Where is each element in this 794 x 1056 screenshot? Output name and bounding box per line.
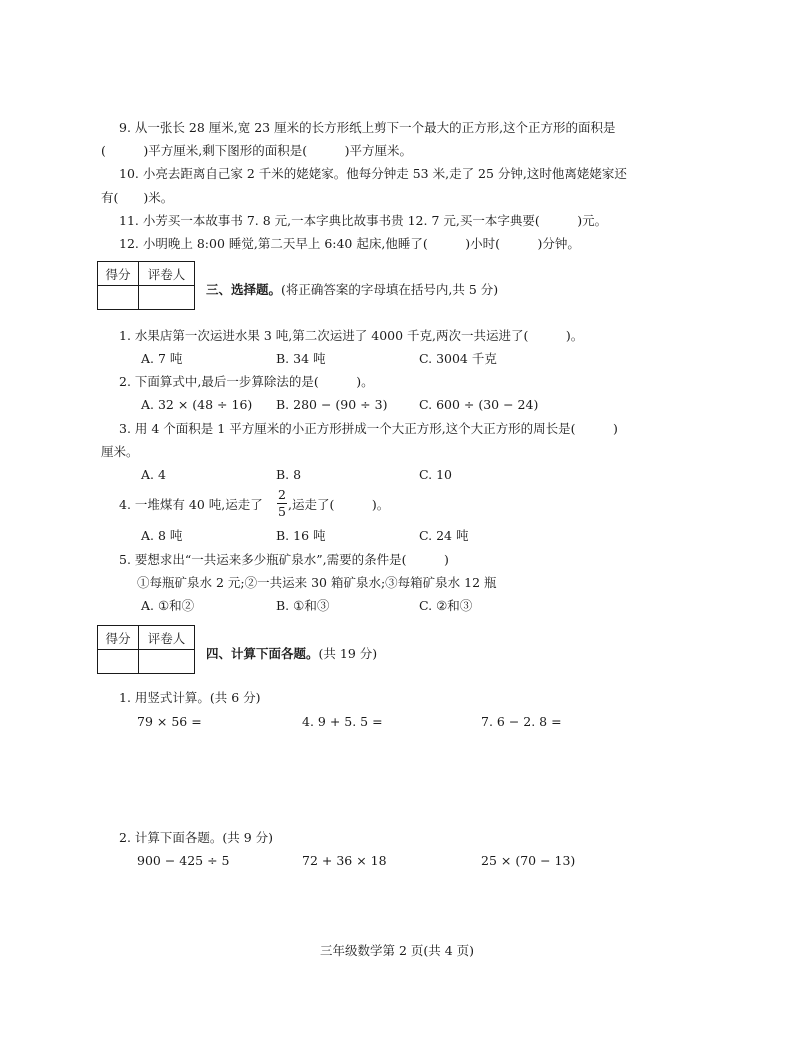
choice-q1-stem: 1. 水果店第一次运进水果 3 吨,第二次运进了 4000 千克,两次一共运进了( )。 [119, 328, 584, 343]
section3-title: 三、选择题。 [206, 282, 282, 297]
choice-q3-option-a: A. 4 [141, 467, 166, 482]
choice-q3-stem2: 厘米。 [101, 444, 139, 459]
choice-q4-option-b: B. 16 吨 [276, 528, 326, 543]
choice-q5-conditions: ①每瓶矿泉水 2 元;②一共运来 30 箱矿泉水;③每箱矿泉水 12 瓶 [137, 575, 497, 590]
section4-title: 四、计算下面各题。 [206, 646, 319, 661]
q9-line2: ( )平方厘米,剩下图形的面积是( )平方厘米。 [101, 143, 412, 158]
score-cell[interactable] [98, 286, 139, 310]
calc2-title: 2. 计算下面各题。(共 9 分) [119, 830, 274, 845]
grader-label: 评卷人 [139, 262, 195, 286]
choice-q4-option-c: C. 24 吨 [419, 528, 469, 543]
choice-q4-option-a: A. 8 吨 [141, 528, 183, 543]
section4-heading [206, 646, 377, 662]
calc2-item-2: 72 + 36 × 18 [302, 853, 387, 868]
choice-q2-option-c: C. 600 ÷ (30 − 24) [419, 397, 539, 412]
choice-q3-option-b: B. 8 [276, 467, 302, 482]
q9-line1: 9. 从一张长 28 厘米,宽 23 厘米的长方形纸上剪下一个最大的正方形,这个正方形的面积是 [119, 120, 616, 135]
choice-q3-stem: 3. 用 4 个面积是 1 平方厘米的小正方形拼成一个大正方形,这个大正方形的周长是( ) [119, 421, 618, 436]
page-footer: 三年级数学第 2 页(共 4 页) [319, 943, 475, 958]
choice-q5-option-c: C. ②和③ [419, 598, 473, 613]
calc2-item-1: 900 − 425 ÷ 5 [137, 853, 230, 868]
calc1-item-2: 4. 9 + 5. 5 = [302, 714, 383, 729]
score-label: 得分 [98, 626, 139, 650]
choice-q5-option-a: A. ①和② [141, 598, 195, 613]
grader-label: 评卷人 [139, 626, 195, 650]
score-box-section3 [97, 261, 195, 310]
choice-q2-option-a: A. 32 × (48 ÷ 16) [141, 397, 253, 412]
choice-q1-option-c: C. 3004 千克 [419, 351, 497, 366]
choice-q5-stem: 5. 要想求出“一共运来多少瓶矿泉水”,需要的条件是( ) [119, 552, 449, 567]
section3-heading [206, 282, 498, 298]
choice-q2-option-b: B. 280 − (90 ÷ 3) [276, 397, 388, 412]
section3-note: (将正确答案的字母填在括号内,共 5 分) [281, 282, 499, 297]
choice-q4-stem-a: 4. 一堆煤有 40 吨,运走了 [119, 497, 263, 512]
choice-q4-stem-b: ,运走了( )。 [288, 497, 390, 512]
q11: 11. 小芳买一本故事书 7. 8 元,一本字典比故事书贵 12. 7 元,买一本字典要( )元。 [119, 213, 608, 228]
choice-q3-option-c: C. 10 [419, 467, 452, 482]
choice-q2-stem: 2. 下面算式中,最后一步算除法的是( )。 [119, 374, 374, 389]
calc2-item-3: 25 × (70 − 13) [481, 853, 576, 868]
fraction-numerator: 2 [278, 487, 286, 502]
score-label: 得分 [98, 262, 139, 286]
q12: 12. 小明晚上 8:00 睡觉,第二天早上 6:40 起床,他睡了( )小时( )分钟。 [119, 236, 580, 251]
choice-q1-option-a: A. 7 吨 [141, 351, 183, 366]
score-box-section4 [97, 625, 195, 674]
q10-line2: 有( )米。 [101, 190, 174, 205]
grader-cell[interactable] [139, 286, 195, 310]
grader-cell[interactable] [139, 650, 195, 674]
calc1-title: 1. 用竖式计算。(共 6 分) [119, 690, 261, 705]
choice-q1-option-b: B. 34 吨 [276, 351, 326, 366]
choice-q5-option-b: B. ①和③ [276, 598, 330, 613]
fraction-denominator: 5 [278, 504, 286, 519]
section4-note: (共 19 分) [318, 646, 378, 661]
q10-line1: 10. 小亮去距离自己家 2 千米的姥姥家。他每分钟走 53 米,走了 25 分钟,这时他离姥姥家还 [119, 166, 627, 181]
score-cell[interactable] [98, 650, 139, 674]
calc1-item-1: 79 × 56 = [137, 714, 202, 729]
calc1-item-3: 7. 6 − 2. 8 = [481, 714, 562, 729]
